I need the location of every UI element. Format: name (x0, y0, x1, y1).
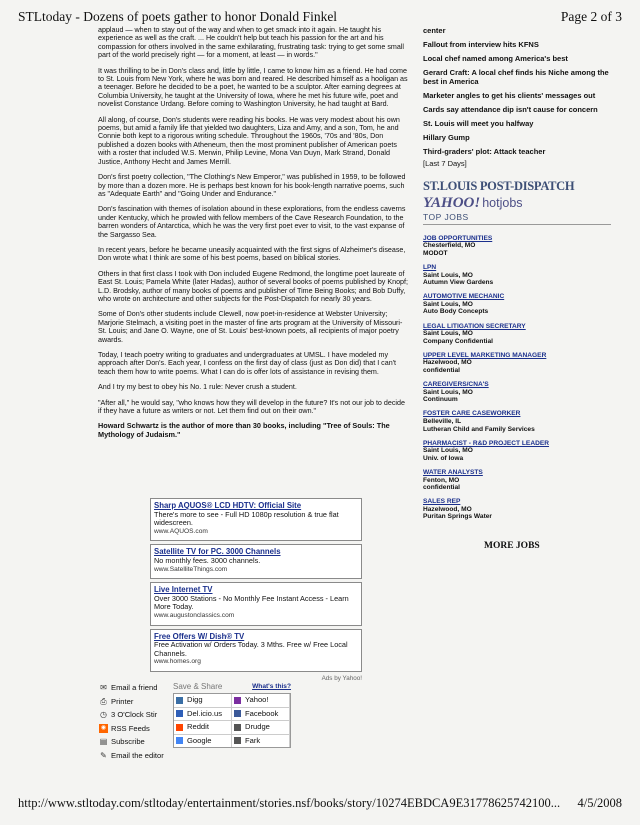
facebook-icon (234, 710, 241, 717)
job-location: Chesterfield, MO (423, 242, 476, 250)
article-paragraph: It was thrilling to be in Don's class and, little by little, I came to know him as a friend. He had come to St. Louis from New York, where he was born and reared. He described himself as a hooligan as a teenager. Before he decided to be a poet, he wanted to be a sculptor. After earning degrees at Columbia University, he taught at the University of Iowa, where he met his future wife, poet and novelist Constance Urdang. Before coming to Washington University, he had taught at Bard. (98, 66, 408, 109)
digg-icon (176, 697, 183, 704)
hotjobs-wordmark: hotjobs (482, 195, 523, 210)
tool-label: 3 O'Clock Stir (111, 710, 158, 720)
ad-url[interactable]: www.SatelliteThings.com (154, 565, 228, 573)
whats-this-link[interactable]: What's this? (252, 683, 291, 690)
sponsored-ads (150, 498, 362, 682)
article-paragraph: In recent years, before he became uneasily acquainted with the first signs of Alzheimer's disease, Don wrote what I think are some of his best poems, based on biblical stories. (98, 245, 406, 263)
ad-title-link[interactable]: Satellite TV for PC. 3000 Channels (154, 547, 281, 557)
job-title-link[interactable]: LEGAL LITIGATION SECRETARY (423, 322, 526, 330)
pencil-icon: ✎ (100, 750, 107, 760)
article-paragraph: Don's fascination with themes of isolation abound in these explorations, from the endless caverns under Kentucky, which he prowled with fellow members of the Cave Research Foundation, to the barren wonders of Antarctica, which he was the very first poet ever to visit, to the vast expanse of the Sargasso Sea. (98, 205, 406, 239)
ad-title-link[interactable]: Live Internet TV (154, 585, 213, 595)
job-title-link[interactable]: CAREGIVERS/CNA'S (423, 381, 489, 389)
share-label: Facebook (245, 708, 279, 718)
ad-title-link[interactable]: Sharp AQUOS® LCD HDTV: Official Site (154, 501, 302, 510)
print-footer-url: http://www.stltoday.com/stltoday/entertainment/stories.nsf/books/story/10274EBDCA9E31778625742100... (18, 796, 561, 810)
printer-icon: ⎙ (100, 696, 107, 706)
top-jobs-heading: TOP JOBS (423, 212, 611, 225)
job-company: Auto Body Concepts (423, 308, 489, 316)
article-paragraph: And I try my best to obey his No. 1 rule: Never crush a student. (98, 383, 297, 392)
article-body (98, 26, 408, 446)
job-company: Univ. of Iowa (423, 454, 464, 462)
headline-link[interactable]: Local chef named among America's best (423, 53, 568, 63)
job-location: Belleville, IL (423, 417, 462, 425)
page-number: Page 2 of 3 (560, 9, 622, 24)
tool-label: Email the editor (111, 750, 164, 760)
headline-link[interactable]: center (423, 26, 446, 35)
ads-by-yahoo[interactable]: Ads by Yahoo! (321, 674, 362, 682)
article-tools (99, 681, 164, 762)
share-label: Yahoo! (245, 695, 269, 704)
job-location: Fenton, MO (423, 476, 460, 484)
article-paragraph: Some of Don's other students include Clewell, now poet-in-residence at Webster University; Marjorie Stelmach, a visiting poet in the master of fine arts program at the University of Missouri-St. Louis; and Jane O. Wayne, one of St. Louis' best-known poets, all recipients of major poetry awards. (98, 310, 403, 344)
job-location: Saint Louis, MO (423, 447, 473, 455)
job-company: Autumn View Gardens (423, 279, 494, 287)
job-listing (423, 440, 611, 463)
ad-description: Over 3000 Stations - No Monthly Fee Instant Access - Learn More Today. (154, 593, 349, 612)
sidebar (423, 27, 611, 527)
headline-link[interactable]: Cards say attendance dip isn't cause for concern (423, 104, 598, 114)
three-oclock-stir-link[interactable] (99, 708, 164, 722)
delicious-icon (176, 710, 183, 717)
job-listing (423, 410, 611, 433)
share-label: Reddit (187, 722, 209, 731)
share-drudge[interactable] (232, 721, 290, 735)
share-reddit[interactable] (174, 721, 232, 735)
job-title-link[interactable]: FOSTER CARE CASEWORKER (423, 410, 521, 418)
job-location: Saint Louis, MO (423, 300, 473, 308)
headline-link[interactable]: Hillary Gump (423, 132, 470, 142)
share-label: Digg (187, 695, 203, 704)
ad-description: Free Activation w/ Orders Today. 3 Mths. Free w/ Free Local Channels. (154, 640, 348, 658)
ad-block[interactable] (150, 544, 362, 579)
yahoo-wordmark: YAHOO! (423, 194, 481, 211)
share-label: Fark (245, 735, 261, 745)
job-title-link[interactable]: AUTOMOTIVE MECHANIC (423, 293, 505, 301)
email-friend-link[interactable] (99, 681, 164, 695)
job-company: Lutheran Child and Family Services (423, 425, 535, 433)
headline-link[interactable]: Third-graders' plot: Attack teacher (423, 146, 546, 156)
share-label: Del.icio.us (187, 708, 223, 718)
job-company: Puritan Springs Water (423, 513, 492, 521)
job-listing (423, 293, 611, 316)
job-list (423, 235, 611, 521)
yahoo-hotjobs-logo[interactable] (423, 195, 611, 211)
article-paragraph: Others in that first class I took with Don included Eugene Redmond, the longtime poet laureate of East St. Louis; Pamela White (later Hadas), author of several books of poems published by Knopf; L.D. Brodsky, author of many books of poems and publisher of Time Being Books; and Bob Duffy, who wrote on architecture and other subjects for the Post-Dispatch for nearly 30 years. (98, 269, 408, 303)
headline-link[interactable]: Marketer angles to get his clients' messages out (423, 90, 596, 100)
ad-block[interactable] (150, 498, 362, 541)
rss-feeds-link[interactable] (99, 722, 164, 736)
author-bio: Howard Schwartz is the author of more than 30 books, including "Tree of Souls: The Mythology of Judaism." (98, 421, 390, 439)
job-listing (423, 381, 611, 404)
share-fark[interactable] (232, 735, 290, 748)
job-listing (423, 235, 611, 258)
headline-link[interactable]: Fallout from interview hits KFNS (423, 39, 539, 49)
tool-label: Printer (111, 696, 134, 706)
job-title-link[interactable]: PHARMACIST - R&D PROJECT LEADER (423, 439, 550, 447)
post-dispatch-logo[interactable]: ST.LOUIS POST-DISPATCH (423, 178, 575, 193)
article-paragraph: Today, I teach poetry writing to graduates and undergraduates at UMSL. I have modeled my approach after Don's. Each year, I confess on the first day of class (just as Don did) that I can't teach them how to write poems. What I can do is offer lots of assistance in revising them. (98, 351, 397, 376)
reddit-icon (176, 724, 183, 731)
envelope-icon: ✉ (100, 683, 107, 693)
job-title-link[interactable]: JOB OPPORTUNITIES (423, 234, 493, 242)
share-grid (173, 693, 291, 748)
tool-label: RSS Feeds (111, 723, 150, 733)
email-editor-link[interactable] (99, 749, 164, 763)
ad-description: No monthly fees. 3000 channels. (154, 555, 261, 565)
ad-title-link[interactable]: Free Offers W/ Dish® TV (154, 631, 245, 641)
job-company: Company Confidential (423, 337, 493, 345)
share-facebook[interactable] (232, 708, 290, 722)
yahoo-icon (234, 697, 241, 704)
article-paragraph: Don's first poetry collection, "The Clothing's New Emperor," was published in 1959, to be followed by more than a dozen more. He is perhaps best known for his book-length narrative poems, such as "Adequate Earth" and "Going Under and Endurance." (98, 173, 406, 198)
clock-icon: ◷ (100, 710, 107, 720)
ad-description: There's more to see - Full HD 1080p resolution & true flat widescreen. (154, 509, 339, 528)
tool-label: Subscribe (111, 737, 145, 747)
job-listing (423, 323, 611, 346)
job-listing (423, 469, 611, 492)
job-title-link[interactable]: WATER ANALYSTS (423, 468, 483, 476)
drudge-icon (234, 724, 241, 731)
job-company: confidential (423, 366, 460, 374)
last-7-days-link[interactable]: [Last 7 Days] (423, 158, 467, 168)
job-title-link[interactable]: UPPER LEVEL MARKETING MANAGER (423, 351, 547, 359)
ad-block[interactable] (150, 582, 362, 625)
subscribe-link[interactable] (99, 735, 164, 749)
ad-url[interactable]: www.augustonclassics.com (154, 611, 235, 619)
job-location: Saint Louis, MO (423, 388, 473, 396)
job-company: MODOT (423, 249, 448, 257)
share-label: Drudge (245, 722, 270, 731)
job-company: Continuum (423, 396, 458, 404)
share-delicious[interactable] (174, 708, 232, 722)
job-location: Saint Louis, MO (423, 271, 473, 279)
print-date: 4/5/2008 (577, 796, 622, 810)
article-paragraph: All along, of course, Don's students were reading his books. He was very modest about his own poems, but amid a family life that yielded two daughters, Liza and Amy, and a son, Tom, he and Connie both kept to a rigorous writing schedule. Throughout the 1960s, '70s and '80s, Don published a dozen books with Atheneum, then the most prominent publisher of American poets with a roster that included W.S. Merwin, Philip Levine, Mona Van Duyn, Mark Strand, Donald Justice, Anthony Hecht and James Merrill. (98, 115, 400, 166)
job-listing (423, 264, 611, 287)
job-location: Saint Louis, MO (423, 330, 473, 338)
newspaper-icon: ▤ (99, 737, 108, 747)
share-digg[interactable] (174, 694, 232, 708)
article-paragraph: "After all," he would say, "who knows how they will develop in the future? It's not our job to decide if they have a future as writers or not. Let them find out on their own." (98, 398, 405, 416)
save-share-panel (173, 681, 291, 748)
ad-url[interactable]: www.homes.org (154, 658, 201, 666)
share-label: Google (187, 735, 212, 745)
printer-link[interactable] (99, 695, 164, 709)
headline-link[interactable]: St. Louis will meet you halfway (423, 118, 534, 128)
job-listing (423, 352, 611, 375)
fark-icon (234, 737, 241, 744)
job-company: confidential (423, 484, 460, 492)
job-location: Hazelwood, MO (423, 505, 472, 513)
ad-block[interactable] (150, 629, 362, 672)
tool-label: Email a friend (111, 683, 158, 693)
article-paragraph: applaud — when to stay out of the way and when to get smack into it again. He taught his experience as well as the craft. ... He couldn't help but teach his passion for the art and his compassion for others involved in the same exhilarating, frustrating task: trying to get some small part of the world precisely right — for a moment, at least — in words." (98, 26, 404, 60)
headline-link[interactable]: Gerard Craft: A local chef finds his Niche among the best in America (423, 67, 609, 86)
job-title-link[interactable]: SALES REP (423, 498, 461, 506)
share-google[interactable] (174, 735, 232, 748)
job-title-link[interactable]: LPN (423, 263, 437, 271)
ad-url[interactable]: www.AQUOS.com (154, 527, 208, 535)
more-jobs-link[interactable]: MORE JOBS (484, 541, 540, 551)
print-header-title: STLtoday - Dozens of poets gather to honor Donald Finkel (18, 9, 338, 24)
job-listing (423, 498, 611, 521)
share-yahoo[interactable] (232, 694, 290, 708)
rss-icon: ◉ (100, 724, 107, 731)
save-share-heading: Save & Share (173, 682, 223, 691)
google-icon (176, 737, 183, 744)
job-location: Hazelwood, MO (423, 359, 472, 367)
